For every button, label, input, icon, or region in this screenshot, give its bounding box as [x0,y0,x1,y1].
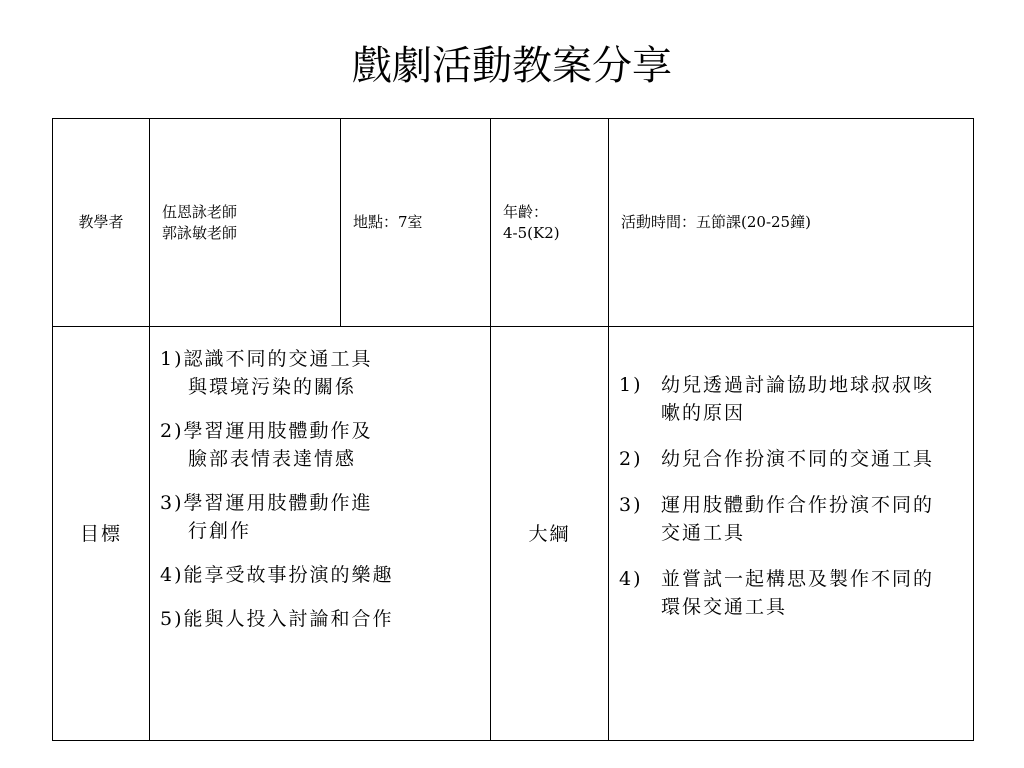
outline-text: 環保交通工具 [661,596,788,618]
outline-text: 交通工具 [661,522,746,544]
outline-number: 1) [619,374,643,396]
teacher-label: 教學者 [78,213,124,231]
outline-text: 幼兒透過討論協助地球叔叔咳 [661,374,935,396]
objective-item [160,561,484,589]
outline-number: 2) [619,448,643,470]
outline-text: 並嘗試一起構思及製作不同的 [661,568,935,590]
teacher-name: 伍恩詠老師 [162,202,238,221]
outline-label: 大綱 [528,522,571,545]
objective-item [160,605,484,633]
teacher-label-cell [53,119,150,327]
lesson-plan-table [52,118,974,741]
outline-item [619,371,965,427]
table-header-row [53,119,974,327]
objective-line: 1)認識不同的交通工具 [160,348,373,370]
age-label: 年齡： [503,202,549,221]
activity-time-text: 活動時間：五節課(20-25鐘) [621,213,811,231]
outline-number: 4) [619,568,643,590]
outline-number: 3) [619,494,643,516]
location-text: 地點：7室 [353,213,423,231]
outline-text: 嗽的原因 [661,402,746,424]
objective-line: 3)學習運用肢體動作進 [160,492,373,514]
age-value: 4-5(K2) [503,223,560,242]
outline-item [619,565,965,621]
objective-line: 2)學習運用肢體動作及 [160,420,373,442]
table-body-row [53,327,974,741]
objectives-label-cell [53,327,150,741]
objective-line: 臉部表情表達情感 [188,448,357,470]
objective-line: 5)能與人投入討論和合作 [160,608,394,630]
teachers-cell [150,119,341,327]
slide-title: 戲劇活動教案分享 [352,43,672,89]
objective-item [160,417,484,473]
time-cell [609,119,974,327]
location-cell [341,119,491,327]
objective-item [160,489,484,545]
objectives-label: 目標 [79,522,122,545]
objective-line: 與環境污染的關係 [188,376,357,398]
outline-item [619,491,965,547]
objective-line: 4)能享受故事扮演的樂趣 [160,564,394,586]
outline-cell [609,327,974,741]
outline-text: 運用肢體動作合作扮演不同的 [661,494,935,516]
age-cell [491,119,609,327]
outline-label-cell [491,327,609,741]
outline-item [619,445,965,473]
objectives-cell [150,327,491,741]
objective-item [160,345,484,401]
outline-text: 幼兒合作扮演不同的交通工具 [661,448,935,470]
objective-line: 行創作 [188,520,252,542]
teacher-name: 郭詠敏老師 [162,223,238,242]
